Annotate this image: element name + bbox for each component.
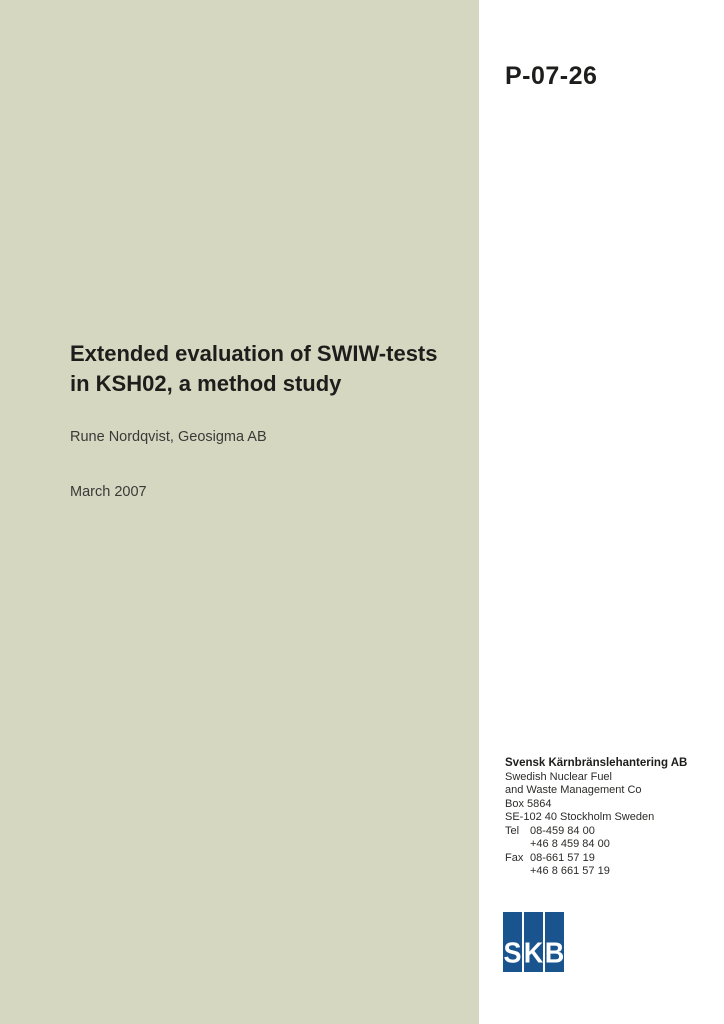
publisher-po-box: Box 5864 (505, 797, 552, 810)
report-number: P-07-26 (505, 62, 598, 90)
report-title-line-1: Extended evaluation of SWIW-tests (70, 341, 438, 366)
skb-logo-letter-s: S (503, 937, 522, 969)
skb-logo (503, 912, 564, 972)
fax-number-national: 08-661 57 19 (530, 851, 595, 864)
publisher-name-english-2: and Waste Management Co (505, 784, 642, 796)
skb-logo-letter-b: B (544, 937, 565, 969)
tel-row-national (505, 825, 687, 839)
fax-label: Fax (505, 851, 524, 864)
tel-number-international: +46 8 459 84 00 (530, 838, 610, 850)
fax-label-spacer (505, 865, 530, 879)
fax-row-international (505, 865, 687, 879)
skb-logo-bar-k (524, 912, 543, 972)
publication-date: March 2007 (70, 484, 147, 500)
publisher-city: SE-102 40 Stockholm Sweden (505, 811, 655, 823)
skb-logo-bar-s (503, 912, 522, 972)
report-title (70, 339, 470, 399)
publisher-name-english-1: Swedish Nuclear Fuel (505, 770, 612, 783)
tel-label-spacer (505, 838, 530, 852)
author-line: Rune Nordqvist, Geosigma AB (70, 429, 267, 445)
publisher-address-block (505, 757, 687, 879)
report-title-line-2: in KSH02, a method study (70, 371, 342, 396)
skb-logo-letter-k: K (523, 937, 544, 969)
tel-row-international (505, 838, 687, 852)
tel-label: Tel (505, 824, 520, 837)
tel-number-national: 08-459 84 00 (530, 824, 595, 837)
fax-number-international: +46 8 661 57 19 (530, 865, 610, 877)
fax-row-national (505, 852, 687, 866)
skb-logo-bar-b (545, 912, 564, 972)
publisher-name: Svensk Kärnbränslehantering AB (505, 757, 688, 769)
